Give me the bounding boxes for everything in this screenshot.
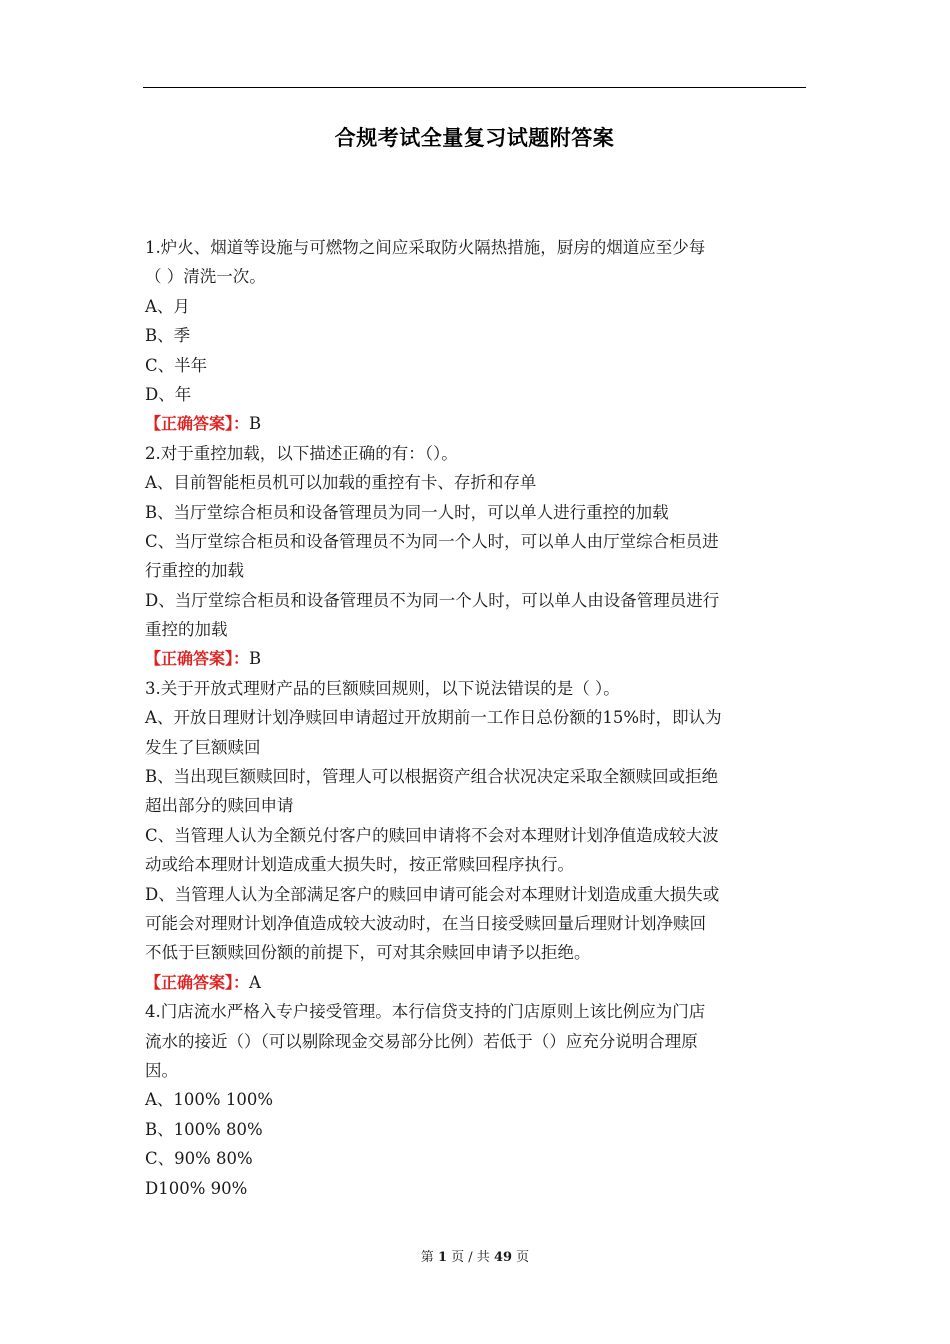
answer-option-line: 重控的加载 [145, 620, 228, 640]
question-stem-line: 因。 [145, 1060, 178, 1080]
footer-middle: 页 / 共 [451, 1250, 490, 1265]
correct-answer [145, 409, 807, 438]
answer-option-line: C、90% 80% [145, 1149, 253, 1169]
answer-option-line: A、开放日理财计划净赎回申请超过开放期前一工作日总份额的15%时，即认为 [145, 708, 722, 728]
answer-option [145, 703, 807, 762]
correct-answer-value: B [249, 414, 262, 434]
answer-option [145, 880, 807, 968]
document-title: 合规考试全量复习试题附答案 [334, 126, 615, 150]
page-footer [0, 1246, 950, 1265]
question-block [145, 439, 807, 674]
answer-option-line: D、年 [145, 384, 192, 404]
correct-answer-label: 【正确答案】： [145, 649, 250, 669]
answer-option [145, 1144, 807, 1173]
answer-option-line: D、当管理人认为全部满足客户的赎回申请可能会对本理财计划造成重大损失或 [145, 884, 720, 904]
question-block [145, 233, 807, 439]
answer-option-line: B、当厅堂综合柜员和设备管理员为同一人时，可以单人进行重控的加载 [145, 502, 669, 522]
answer-option [145, 292, 807, 321]
answer-option-line: A、目前智能柜员机可以加载的重控有卡、存折和存单 [145, 473, 537, 493]
answer-option-line: 不低于巨额赎回份额的前提下，可对其余赎回申请予以拒绝。 [145, 943, 591, 963]
question-stem-line: 1.炉火、烟道等设施与可燃物之间应采取防火隔热措施，厨房的烟道应至少每 [145, 238, 706, 257]
question-stem-line: 4.门店流水严格入专户接受管理。本行信贷支持的门店原则上该比例应为门店 [145, 1002, 706, 1022]
answer-option-line: B、100% 80% [145, 1119, 263, 1139]
answer-option-line: 发生了巨额赎回 [145, 737, 261, 757]
answer-option-line: D、当厅堂综合柜员和设备管理员不为同一个人时，可以单人由设备管理员进行 [145, 590, 720, 610]
answer-option [145, 498, 807, 527]
header-rule [143, 87, 806, 88]
question-stem-line: （ ）清洗一次。 [145, 267, 266, 287]
answer-option-line: A、月 [145, 296, 190, 316]
answer-option [145, 527, 807, 586]
answer-option [145, 380, 807, 409]
question-block [145, 674, 807, 997]
answer-option-line: 动或给本理财计划造成重大损失时，按正常赎回程序执行。 [145, 855, 574, 875]
answer-option-line: 超出部分的赎回申请 [145, 796, 294, 816]
correct-answer [145, 644, 807, 673]
answer-option [145, 321, 807, 350]
correct-answer-value: A [249, 972, 261, 992]
correct-answer-label: 【正确答案】： [145, 972, 250, 992]
correct-answer-label: 【正确答案】： [145, 414, 250, 434]
answer-option-line: C、当管理人认为全额兑付客户的赎回申请将不会对本理财计划净值造成较大波 [145, 825, 719, 845]
question-block [145, 997, 807, 1203]
answer-option [145, 1174, 807, 1203]
answer-option-line: C、半年 [145, 355, 208, 375]
answer-option-line: C、当厅堂综合柜员和设备管理员不为同一个人时，可以单人由厅堂综合柜员进 [145, 531, 719, 551]
question-stem-line: 3.关于开放式理财产品的巨额赎回规则，以下说法错误的是（ ）。 [145, 678, 620, 698]
answer-option-line: B、当出现巨额赎回时，管理人可以根据资产组合状况决定采取全额赎回或拒绝 [145, 767, 719, 787]
correct-answer-value: B [249, 649, 262, 669]
answer-option [145, 586, 807, 645]
answer-option-line: 可能会对理财计划净值造成较大波动时，在当日接受赎回量后理财计划净赎回 [145, 913, 706, 933]
total-page-count: 49 [493, 1250, 513, 1265]
answer-option-line: A、100% 100% [145, 1090, 274, 1110]
current-page-number: 1 [437, 1250, 447, 1265]
answer-option [145, 821, 807, 880]
footer-suffix: 页 [516, 1250, 530, 1265]
answer-option-line: D100% 90% [145, 1178, 248, 1198]
answer-option-line: 行重控的加载 [145, 561, 244, 581]
answer-option [145, 468, 807, 497]
question-list [145, 233, 807, 1203]
answer-option [145, 1085, 807, 1114]
question-stem-line: 流水的接近（）（可以剔除现金交易部分比例）若低于（）应充分说明合理原 [145, 1031, 698, 1051]
correct-answer [145, 968, 807, 997]
answer-option [145, 1115, 807, 1144]
answer-option-line: B、季 [145, 326, 191, 346]
answer-option [145, 762, 807, 821]
answer-option [145, 351, 807, 380]
footer-prefix: 第 [420, 1250, 434, 1265]
question-stem-line: 2.对于重控加载，以下描述正确的有：（）。 [145, 443, 458, 463]
